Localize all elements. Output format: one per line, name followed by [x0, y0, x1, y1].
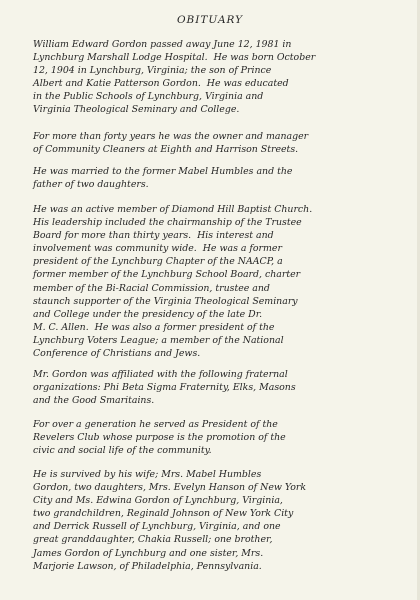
paragraph-fraternal: Mr. Gordon was affiliated with the following fraternal organizations: Phi Beta Sigma Fraternity, Elks, Masons and the Good Smaritains.	[33, 369, 296, 407]
paragraph-birth-education: William Edward Gordon passed away June 12, 1981 in Lynchburg Marshall Lodge Hospital. He was born October 12, 1904 in Lynchburg, Virginia; the son of Prince Albert and Katie Patterson Gordon. He was educated in the Public Schools of Lynchburg, Virginia and Virginia Theological Seminary and College.	[33, 39, 316, 116]
paragraph-business: For more than forty years he was the owner and manager of Community Cleaners at Eighth and Harrison Streets.	[33, 131, 309, 156]
paragraph-marriage: He was married to the former Mabel Humbles and the father of two daughters.	[33, 166, 293, 191]
paragraph-survivors: He is survived by his wife; Mrs. Mabel Humbles Gordon, two daughters, Mrs. Evelyn Hanson of New York City and Ms. Edwina Gordon of Lynchburg, Virginia, two grandchildren, Reginald Johnson of New York City and Derrick Russell of Lynchburg, Virginia, and one great granddaughter, Chakia Russell; one brother, James Gordon of Lynchburg and one sister, Mrs. Marjorie Lawson, of Philadelphia, Pennsylvania.	[33, 469, 307, 572]
paragraph-church-community: He was an active member of Diamond Hill Baptist Church. His leadership included the chairmanship of the Trustee Board for more than thirty years. His interest and involvement was community wide. He was a former president of the Lynchburg Chapter of the NAACP, a former member of the Lynchburg School Board, charter member of the Bi-Racial Commission, trustee and staunch supporter of the Virginia Theological Seminary and College under the presidency of the late Dr. M. C. Allen. He was also a former president of the Lynchburg Voters League; a member of the National Conference of Christians and Jews.	[33, 204, 313, 360]
document-title: OBITUARY	[176, 14, 244, 26]
paragraph-revelers-club: For over a generation he served as President of the Revelers Club whose purpose is the promotion of the civic and social life of the community.	[33, 419, 286, 457]
